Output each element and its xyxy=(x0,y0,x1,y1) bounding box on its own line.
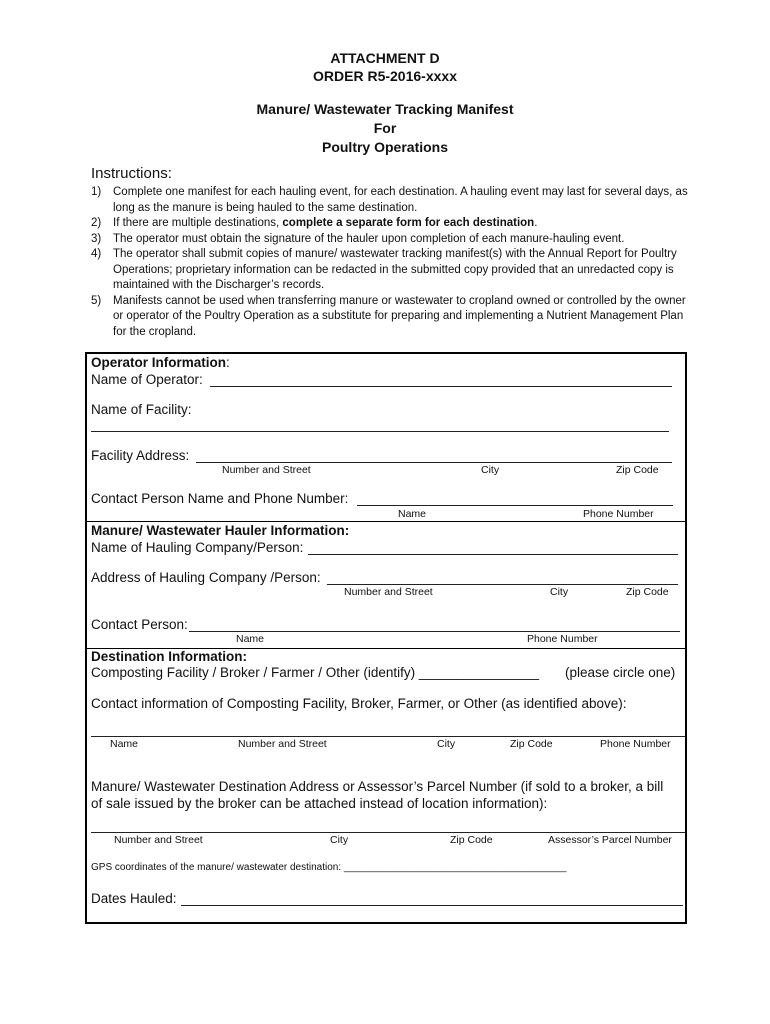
instruction-number: 1) xyxy=(91,186,102,198)
operator-heading xyxy=(91,355,230,370)
destination-phone-caption: Phone Number xyxy=(600,738,671,750)
destination-address-label-cont: of sale issued by the broker can be attached instead of location information): xyxy=(91,796,548,811)
instruction-number: 5) xyxy=(91,294,102,307)
instructions-title: Instructions: xyxy=(91,165,172,182)
hauler-address-label: Address of Hauling Company /Person: xyxy=(91,570,321,585)
facility-city-caption: City xyxy=(481,464,500,476)
instruction-text: The operator must obtain the signature of the hauler upon completion of each manure-hauling event. xyxy=(113,232,625,245)
destination-contact-field[interactable] xyxy=(91,736,685,737)
instruction-text: Manifests cannot be used when transferring manure or wastewater to cropland owned or controlled by the owner or operator of the Poultry Operation as a substitute for preparing and implementing a Nutrient Management Plan for the cropland. xyxy=(113,294,686,338)
facility-name-label: Name of Facility: xyxy=(91,402,192,417)
hauler-contact-label: Contact Person: xyxy=(91,617,188,632)
operator-contact-name-caption: Name xyxy=(398,508,427,520)
facility-address-label: Facility Address: xyxy=(91,448,190,463)
hauler-heading: Manure/ Wastewater Hauler Information: xyxy=(91,523,350,538)
form-title-operations: Poultry Operations xyxy=(321,139,449,155)
destination-city-caption: City xyxy=(437,738,456,750)
apn-zip-caption: Zip Code xyxy=(450,834,493,846)
attachment-title: ATTACHMENT D xyxy=(330,50,440,66)
apn-city-caption: City xyxy=(330,834,349,846)
instructions-list xyxy=(91,185,691,340)
hauler-address-field[interactable] xyxy=(327,584,678,585)
operator-heading-text: Operator Information xyxy=(91,355,227,370)
apn-street-caption: Number and Street xyxy=(114,834,203,846)
hauler-contact-field[interactable] xyxy=(189,631,680,632)
instruction-item xyxy=(91,247,691,294)
facility-zip-caption: Zip Code xyxy=(616,464,659,476)
operator-heading-colon: : xyxy=(226,355,230,370)
destination-address-label: Manure/ Wastewater Destination Address or Assessor’s Parcel Number (if sold to a broker, a bill xyxy=(91,779,664,794)
instruction-number: 4) xyxy=(91,248,102,260)
instruction-text-end: . xyxy=(534,217,538,229)
dates-hauled-field[interactable] xyxy=(181,905,683,906)
destination-name-caption: Name xyxy=(110,738,139,750)
destination-zip-caption: Zip Code xyxy=(510,738,553,750)
destination-heading: Destination Information: xyxy=(91,649,247,664)
destination-type-options[interactable]: Composting Facility / Broker / Farmer / Other (identify) ________________ xyxy=(91,665,539,680)
instruction-emphasis: complete a separate form for each destination xyxy=(282,217,535,229)
destination-address-field[interactable] xyxy=(91,832,685,833)
order-number: ORDER R5-2016-xxxx xyxy=(313,68,457,84)
instruction-item xyxy=(91,232,691,248)
dates-hauled-label: Dates Hauled: xyxy=(91,891,177,906)
operator-name-field[interactable] xyxy=(210,386,672,387)
hauler-contact-name-caption: Name xyxy=(236,633,265,645)
operator-contact-field[interactable] xyxy=(357,505,673,506)
gps-coordinates-label[interactable]: GPS coordinates of the manure/ wastewater destination: ________________________________________ xyxy=(91,862,567,873)
destination-circle-note: (please circle one) xyxy=(565,665,676,680)
hauler-street-caption: Number and Street xyxy=(344,586,433,598)
instruction-text: Complete one manifest for each hauling event, for each destination. A hauling event may last for several days, as long as the manure is being hauled to the same destination. xyxy=(113,186,688,214)
destination-contact-label: Contact information of Composting Facility, Broker, Farmer, or Other (as identified above): xyxy=(91,696,627,711)
section-divider xyxy=(85,521,687,522)
form-title-for: For xyxy=(373,120,397,136)
facility-street-caption: Number and Street xyxy=(222,464,311,476)
apn-parcel-caption: Assessor’s Parcel Number xyxy=(548,834,672,846)
destination-street-caption: Number and Street xyxy=(238,738,327,750)
operator-contact-label: Contact Person Name and Phone Number: xyxy=(91,491,349,506)
hauler-city-caption: City xyxy=(550,586,569,598)
hauling-company-field[interactable] xyxy=(308,554,678,555)
facility-name-field[interactable] xyxy=(91,431,669,432)
instruction-item xyxy=(91,294,691,341)
instruction-item xyxy=(91,216,691,232)
instruction-text: The operator shall submit copies of manure/ wastewater tracking manifest(s) with the Annual Report for Poultry Operations; proprietary information can be redacted in the submitted copy provided that an unredacted copy is maintained with the Discharger’s records. xyxy=(113,248,677,291)
instruction-item xyxy=(91,185,691,216)
facility-address-field[interactable] xyxy=(196,462,672,463)
instruction-number: 2) xyxy=(91,217,102,229)
instruction-number: 3) xyxy=(91,232,102,245)
instruction-text: If there are multiple destinations, xyxy=(113,217,283,229)
operator-name-label: Name of Operator: xyxy=(91,372,203,387)
hauler-contact-phone-caption: Phone Number xyxy=(527,633,598,645)
operator-contact-phone-caption: Phone Number xyxy=(583,508,654,520)
form-title: Manure/ Wastewater Tracking Manifest xyxy=(256,101,514,117)
hauler-zip-caption: Zip Code xyxy=(626,586,669,598)
hauling-company-label: Name of Hauling Company/Person: xyxy=(91,540,304,555)
